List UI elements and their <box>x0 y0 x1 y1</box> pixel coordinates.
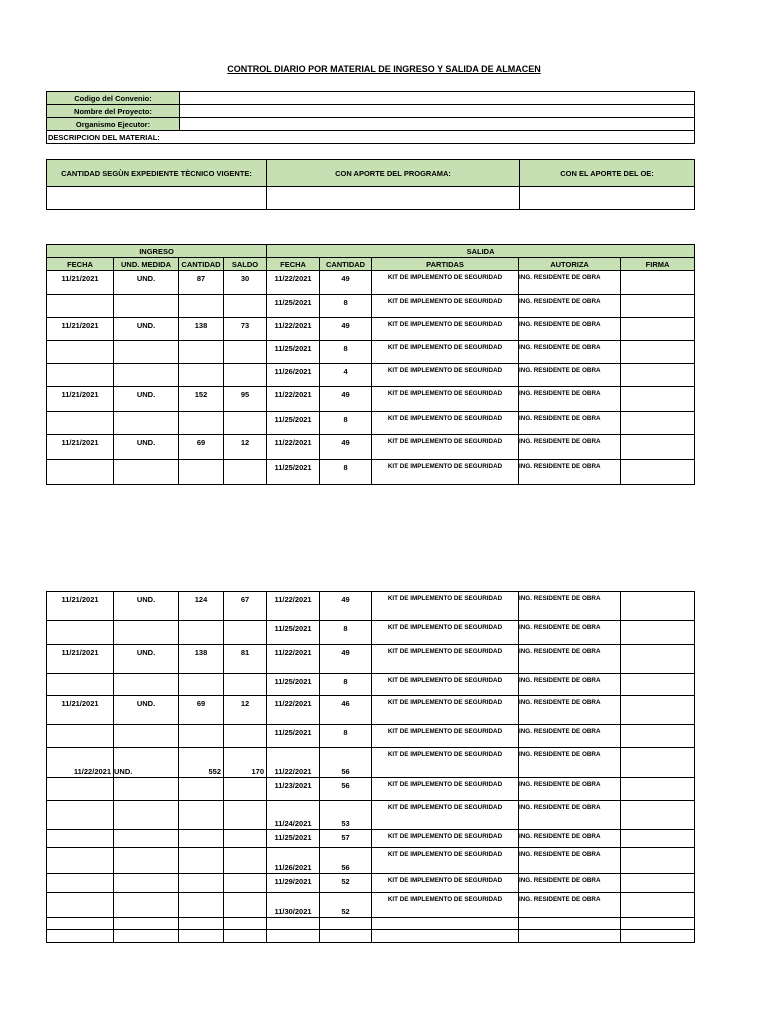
ingreso-cantidad-cell[interactable]: 138 <box>179 645 224 674</box>
salida-cantidad-cell[interactable]: 8 <box>320 460 372 485</box>
salida-fecha-cell[interactable]: 11/29/2021 <box>267 874 320 893</box>
ingreso-und-cell[interactable] <box>114 830 179 848</box>
partida-cell[interactable]: KIT DE IMPLEMENTO DE SEGURIDAD <box>372 674 519 696</box>
table-row <box>47 295 695 318</box>
ingreso-und-cell[interactable]: UND. <box>114 387 179 412</box>
ingreso-cantidad-cell[interactable] <box>179 801 224 830</box>
salida-fecha-cell[interactable]: 11/30/2021 <box>267 893 320 918</box>
ingreso-fecha-cell[interactable] <box>47 674 114 696</box>
autoriza-cell[interactable]: ING. RESIDENTE DE OBRA <box>519 592 621 621</box>
col-autoriza-header: AUTORIZA <box>519 258 621 271</box>
firma-cell[interactable] <box>621 801 695 830</box>
ingreso-cantidad-cell[interactable] <box>179 930 224 943</box>
ingreso-saldo-cell[interactable] <box>224 621 267 645</box>
autoriza-cell[interactable]: ING. RESIDENTE DE OBRA <box>519 874 621 893</box>
ingreso-saldo-cell[interactable] <box>224 893 267 918</box>
table-row <box>47 435 695 460</box>
salida-cantidad-cell[interactable]: 49 <box>320 387 372 412</box>
autoriza-cell[interactable]: ING. RESIDENTE DE OBRA <box>519 460 621 485</box>
salida-cantidad-cell[interactable]: 49 <box>320 435 372 460</box>
ingreso-saldo-cell[interactable] <box>224 778 267 801</box>
ingreso-fecha-cell[interactable]: 11/21/2021 <box>47 592 114 621</box>
partida-cell[interactable]: KIT DE IMPLEMENTO DE SEGURIDAD <box>372 621 519 645</box>
ingreso-fecha-cell[interactable]: 11/21/2021 <box>47 696 114 725</box>
autoriza-cell[interactable]: ING. RESIDENTE DE OBRA <box>519 696 621 725</box>
salida-cantidad-cell[interactable]: 56 <box>320 748 372 778</box>
nombre-proyecto-label: Nombre del Proyecto: <box>47 105 180 118</box>
autoriza-cell[interactable]: ING. RESIDENTE DE OBRA <box>519 364 621 387</box>
ingreso-cantidad-cell[interactable] <box>179 725 224 748</box>
salida-fecha-cell[interactable]: 11/22/2021 <box>267 592 320 621</box>
firma-cell[interactable] <box>621 696 695 725</box>
autoriza-cell[interactable]: ING. RESIDENTE DE OBRA <box>519 435 621 460</box>
ingreso-cantidad-cell[interactable] <box>179 295 224 318</box>
aporte-programa-header: CON APORTE DEL PROGRAMA: <box>267 160 520 187</box>
salida-cantidad-cell[interactable]: 56 <box>320 778 372 801</box>
ingreso-fecha-cell[interactable] <box>47 412 114 435</box>
firma-cell[interactable] <box>621 318 695 341</box>
ingreso-und-cell[interactable]: UND. <box>114 271 179 295</box>
col-und-medida-header: UND. MEDIDA <box>114 258 179 271</box>
salida-fecha-cell[interactable]: 11/25/2021 <box>267 412 320 435</box>
ingreso-fecha-cell[interactable] <box>47 460 114 485</box>
ingreso-fecha-cell[interactable] <box>47 830 114 848</box>
partida-cell[interactable] <box>372 930 519 943</box>
firma-cell[interactable] <box>621 830 695 848</box>
organismo-ejecutor-label: Organismo Ejecutor: <box>47 118 180 131</box>
partida-cell[interactable]: KIT DE IMPLEMENTO DE SEGURIDAD <box>372 748 519 778</box>
table-row <box>47 830 695 848</box>
salida-fecha-cell[interactable]: 11/26/2021 <box>267 848 320 874</box>
ingreso-saldo-cell[interactable] <box>224 848 267 874</box>
ingreso-cantidad-cell[interactable]: 69 <box>179 435 224 460</box>
autoriza-cell[interactable]: ING. RESIDENTE DE OBRA <box>519 778 621 801</box>
ingreso-cantidad-cell[interactable] <box>179 364 224 387</box>
ingreso-cantidad-cell[interactable]: 87 <box>179 271 224 295</box>
salida-cantidad-cell[interactable]: 4 <box>320 364 372 387</box>
ingreso-und-cell[interactable]: UND. <box>114 645 179 674</box>
col-fecha-header: FECHA <box>47 258 114 271</box>
ingreso-cantidad-cell[interactable]: 69 <box>179 696 224 725</box>
ingreso-und-cell[interactable] <box>114 460 179 485</box>
ingreso-fecha-cell[interactable] <box>47 725 114 748</box>
ingreso-fecha-cell[interactable] <box>47 341 114 364</box>
autoriza-cell[interactable] <box>519 930 621 943</box>
ingreso-cantidad-cell[interactable] <box>179 874 224 893</box>
col-firma-header: FIRMA <box>621 258 695 271</box>
ingreso-fecha-cell[interactable]: 11/21/2021 <box>47 318 114 341</box>
ingreso-saldo-cell[interactable]: 81 <box>224 645 267 674</box>
codigo-convenio-label: Codigo del Convenio: <box>47 92 180 105</box>
salida-fecha-cell[interactable]: 11/22/2021 <box>267 318 320 341</box>
salida-fecha-cell[interactable]: 11/25/2021 <box>267 725 320 748</box>
partida-cell[interactable]: KIT DE IMPLEMENTO DE SEGURIDAD <box>372 364 519 387</box>
quantity-table <box>46 159 695 210</box>
firma-cell[interactable] <box>621 748 695 778</box>
table-row <box>47 918 695 930</box>
ingreso-cantidad-cell[interactable]: 152 <box>179 387 224 412</box>
partida-cell[interactable]: KIT DE IMPLEMENTO DE SEGURIDAD <box>372 412 519 435</box>
ingreso-cantidad-cell[interactable] <box>179 848 224 874</box>
table-row <box>47 341 695 364</box>
ingreso-cantidad-cell[interactable]: 124 <box>179 592 224 621</box>
partida-cell[interactable]: KIT DE IMPLEMENTO DE SEGURIDAD <box>372 874 519 893</box>
ingreso-saldo-cell[interactable]: 95 <box>224 387 267 412</box>
col-cantidad-header: CANTIDAD <box>179 258 224 271</box>
firma-cell[interactable] <box>621 874 695 893</box>
ingreso-und-cell[interactable]: UND. <box>114 696 179 725</box>
aporte-oe-header: CON EL APORTE DEL OE: <box>520 160 695 187</box>
firma-cell[interactable] <box>621 364 695 387</box>
salida-fecha-cell[interactable]: 11/23/2021 <box>267 778 320 801</box>
partida-cell[interactable]: KIT DE IMPLEMENTO DE SEGURIDAD <box>372 387 519 412</box>
ingreso-und-cell[interactable] <box>114 930 179 943</box>
ingreso-und-cell[interactable] <box>114 918 179 930</box>
ingreso-und-cell[interactable]: UND. <box>114 435 179 460</box>
autoriza-cell[interactable]: ING. RESIDENTE DE OBRA <box>519 725 621 748</box>
ingreso-cantidad-cell[interactable] <box>179 341 224 364</box>
ingreso-und-cell[interactable] <box>114 801 179 830</box>
movements-table-2 <box>46 591 695 943</box>
ingreso-saldo-cell[interactable] <box>224 801 267 830</box>
ingreso-und-cell[interactable] <box>114 874 179 893</box>
salida-cantidad-cell[interactable] <box>320 918 372 930</box>
partida-cell[interactable]: KIT DE IMPLEMENTO DE SEGURIDAD <box>372 341 519 364</box>
salida-cantidad-cell[interactable]: 8 <box>320 621 372 645</box>
salida-cantidad-cell[interactable]: 8 <box>320 725 372 748</box>
firma-cell[interactable] <box>621 893 695 918</box>
table-row <box>47 748 695 778</box>
salida-fecha-cell[interactable] <box>267 930 320 943</box>
salida-fecha-cell[interactable]: 11/22/2021 <box>267 696 320 725</box>
partida-cell[interactable]: KIT DE IMPLEMENTO DE SEGURIDAD <box>372 295 519 318</box>
ingreso-fecha-cell[interactable]: 11/21/2021 <box>47 271 114 295</box>
salida-cantidad-cell[interactable]: 8 <box>320 412 372 435</box>
salida-cantidad-cell[interactable]: 52 <box>320 874 372 893</box>
table-row <box>47 874 695 893</box>
ingreso-cantidad-cell[interactable] <box>179 621 224 645</box>
salida-cantidad-cell[interactable]: 57 <box>320 830 372 848</box>
ingreso-saldo-cell[interactable] <box>224 364 267 387</box>
partida-cell[interactable]: KIT DE IMPLEMENTO DE SEGURIDAD <box>372 696 519 725</box>
partida-cell[interactable]: KIT DE IMPLEMENTO DE SEGURIDAD <box>372 725 519 748</box>
ingreso-und-cell[interactable] <box>114 778 179 801</box>
salida-cantidad-cell[interactable]: 49 <box>320 592 372 621</box>
col-salida-cantidad-header: CANTIDAD <box>320 258 372 271</box>
ingreso-fecha-cell[interactable] <box>47 778 114 801</box>
project-info-table <box>46 91 695 144</box>
partida-cell[interactable]: KIT DE IMPLEMENTO DE SEGURIDAD <box>372 318 519 341</box>
autoriza-cell[interactable]: ING. RESIDENTE DE OBRA <box>519 412 621 435</box>
nombre-proyecto-field[interactable] <box>180 105 695 118</box>
ingreso-saldo-cell[interactable] <box>224 874 267 893</box>
ingreso-cantidad-cell[interactable] <box>179 460 224 485</box>
salida-cantidad-cell[interactable]: 8 <box>320 295 372 318</box>
salida-cantidad-cell[interactable]: 52 <box>320 893 372 918</box>
partida-cell[interactable]: KIT DE IMPLEMENTO DE SEGURIDAD <box>372 830 519 848</box>
firma-cell[interactable] <box>621 778 695 801</box>
salida-fecha-cell[interactable]: 11/25/2021 <box>267 460 320 485</box>
ingreso-saldo-cell[interactable]: 73 <box>224 318 267 341</box>
autoriza-cell[interactable] <box>519 918 621 930</box>
firma-cell[interactable] <box>621 674 695 696</box>
salida-cantidad-cell[interactable]: 56 <box>320 848 372 874</box>
firma-cell[interactable] <box>621 725 695 748</box>
salida-fecha-cell[interactable]: 11/22/2021 <box>267 271 320 295</box>
ingreso-saldo-cell[interactable] <box>224 674 267 696</box>
organismo-ejecutor-field[interactable] <box>180 118 695 131</box>
ingreso-und-cell[interactable] <box>114 725 179 748</box>
ingreso-fecha-cell[interactable] <box>47 918 114 930</box>
ingreso-saldo-cell[interactable] <box>224 295 267 318</box>
firma-cell[interactable] <box>621 592 695 621</box>
table-row <box>47 696 695 725</box>
ingreso-und-cell[interactable] <box>114 848 179 874</box>
ingreso-und-cell[interactable] <box>114 412 179 435</box>
salida-cantidad-cell[interactable]: 49 <box>320 318 372 341</box>
ingreso-fecha-cell[interactable] <box>47 930 114 943</box>
ingreso-saldo-cell[interactable]: 12 <box>224 696 267 725</box>
salida-fecha-cell[interactable]: 11/25/2021 <box>267 674 320 696</box>
salida-fecha-cell[interactable]: 11/25/2021 <box>267 621 320 645</box>
autoriza-cell[interactable]: ING. RESIDENTE DE OBRA <box>519 830 621 848</box>
autoriza-cell[interactable]: ING. RESIDENTE DE OBRA <box>519 387 621 412</box>
ingreso-fecha-cell[interactable] <box>47 621 114 645</box>
col-salida-fecha-header: FECHA <box>267 258 320 271</box>
partida-cell[interactable]: KIT DE IMPLEMENTO DE SEGURIDAD <box>372 645 519 674</box>
table-row <box>47 592 695 621</box>
ingreso-und-cell[interactable] <box>114 295 179 318</box>
autoriza-cell[interactable]: ING. RESIDENTE DE OBRA <box>519 295 621 318</box>
table-row <box>47 848 695 874</box>
table-row <box>47 412 695 435</box>
salida-cantidad-cell[interactable]: 49 <box>320 645 372 674</box>
ingreso-fecha-cell[interactable] <box>47 893 114 918</box>
aporte-programa-value[interactable] <box>267 187 520 210</box>
ingreso-und-cell[interactable] <box>114 341 179 364</box>
salida-fecha-cell[interactable]: 11/26/2021 <box>267 364 320 387</box>
ingreso-fecha-cell[interactable]: 11/21/2021 <box>47 387 114 412</box>
autoriza-cell[interactable]: ING. RESIDENTE DE OBRA <box>519 621 621 645</box>
table-row <box>47 387 695 412</box>
partida-cell[interactable]: KIT DE IMPLEMENTO DE SEGURIDAD <box>372 778 519 801</box>
partida-cell[interactable]: KIT DE IMPLEMENTO DE SEGURIDAD <box>372 435 519 460</box>
salida-cantidad-cell[interactable]: 49 <box>320 271 372 295</box>
ingreso-fecha-cell[interactable] <box>47 801 114 830</box>
autoriza-cell[interactable]: ING. RESIDENTE DE OBRA <box>519 674 621 696</box>
ingreso-saldo-cell[interactable] <box>224 341 267 364</box>
ingreso-saldo-cell[interactable]: 170 <box>224 748 267 778</box>
ingreso-fecha-cell[interactable] <box>47 848 114 874</box>
ingreso-und-cell[interactable]: UND. <box>114 748 179 778</box>
partida-cell[interactable]: KIT DE IMPLEMENTO DE SEGURIDAD <box>372 592 519 621</box>
salida-fecha-cell[interactable]: 11/25/2021 <box>267 341 320 364</box>
ingreso-cantidad-cell[interactable] <box>179 412 224 435</box>
ingreso-cantidad-cell[interactable] <box>179 918 224 930</box>
ingreso-saldo-cell[interactable]: 67 <box>224 592 267 621</box>
ingreso-saldo-cell[interactable]: 30 <box>224 271 267 295</box>
ingreso-und-cell[interactable]: UND. <box>114 592 179 621</box>
aporte-oe-value[interactable] <box>520 187 695 210</box>
cantidad-expediente-value[interactable] <box>47 187 267 210</box>
autoriza-cell[interactable]: ING. RESIDENTE DE OBRA <box>519 801 621 830</box>
partida-cell[interactable]: KIT DE IMPLEMENTO DE SEGURIDAD <box>372 801 519 830</box>
ingreso-saldo-cell[interactable] <box>224 830 267 848</box>
partida-cell[interactable]: KIT DE IMPLEMENTO DE SEGURIDAD <box>372 271 519 295</box>
ingreso-cantidad-cell[interactable]: 138 <box>179 318 224 341</box>
firma-cell[interactable] <box>621 918 695 930</box>
ingreso-cantidad-cell[interactable] <box>179 830 224 848</box>
ingreso-saldo-cell[interactable] <box>224 918 267 930</box>
salida-fecha-cell[interactable]: 11/22/2021 <box>267 387 320 412</box>
autoriza-cell[interactable]: ING. RESIDENTE DE OBRA <box>519 341 621 364</box>
movements-table-1 <box>46 244 695 485</box>
salida-fecha-cell[interactable]: 11/24/2021 <box>267 801 320 830</box>
salida-cantidad-cell[interactable]: 53 <box>320 801 372 830</box>
ingreso-header: INGRESO <box>47 245 267 258</box>
firma-cell[interactable] <box>621 848 695 874</box>
table-row <box>47 725 695 748</box>
descripcion-material-label: DESCRIPCION DEL MATERIAL: <box>47 131 695 144</box>
table-row <box>47 674 695 696</box>
cantidad-expediente-header: CANTIDAD SEGÙN EXPEDIENTE TÈCNICO VIGENTE: <box>47 160 267 187</box>
firma-cell[interactable] <box>621 295 695 318</box>
table-row <box>47 893 695 918</box>
firma-cell[interactable] <box>621 271 695 295</box>
ingreso-und-cell[interactable] <box>114 621 179 645</box>
partida-cell[interactable]: KIT DE IMPLEMENTO DE SEGURIDAD <box>372 893 519 918</box>
firma-cell[interactable] <box>621 930 695 943</box>
salida-fecha-cell[interactable] <box>267 918 320 930</box>
salida-fecha-cell[interactable]: 11/22/2021 <box>267 435 320 460</box>
ingreso-saldo-cell[interactable] <box>224 460 267 485</box>
ingreso-saldo-cell[interactable] <box>224 725 267 748</box>
ingreso-fecha-cell[interactable] <box>47 874 114 893</box>
table-row <box>47 778 695 801</box>
salida-header: SALIDA <box>267 245 695 258</box>
partida-cell[interactable]: KIT DE IMPLEMENTO DE SEGURIDAD <box>372 848 519 874</box>
table-row <box>47 460 695 485</box>
salida-fecha-cell[interactable]: 11/25/2021 <box>267 295 320 318</box>
salida-cantidad-cell[interactable]: 8 <box>320 674 372 696</box>
ingreso-cantidad-cell[interactable]: 552 <box>179 748 224 778</box>
salida-cantidad-cell[interactable]: 8 <box>320 341 372 364</box>
firma-cell[interactable] <box>621 460 695 485</box>
ingreso-und-cell[interactable] <box>114 893 179 918</box>
partida-cell[interactable] <box>372 918 519 930</box>
autoriza-cell[interactable]: ING. RESIDENTE DE OBRA <box>519 893 621 918</box>
ingreso-und-cell[interactable] <box>114 364 179 387</box>
codigo-convenio-field[interactable] <box>180 92 695 105</box>
ingreso-cantidad-cell[interactable] <box>179 893 224 918</box>
firma-cell[interactable] <box>621 387 695 412</box>
document-title: CONTROL DIARIO POR MATERIAL DE INGRESO Y SALIDA DE ALMACEN <box>227 64 541 74</box>
ingreso-saldo-cell[interactable] <box>224 412 267 435</box>
ingreso-fecha-cell[interactable]: 11/21/2021 <box>47 435 114 460</box>
col-partidas-header: PARTIDAS <box>372 258 519 271</box>
ingreso-fecha-cell[interactable]: 11/22/2021 <box>47 748 114 778</box>
ingreso-cantidad-cell[interactable] <box>179 778 224 801</box>
autoriza-cell[interactable]: ING. RESIDENTE DE OBRA <box>519 748 621 778</box>
table-row <box>47 318 695 341</box>
firma-cell[interactable] <box>621 645 695 674</box>
firma-cell[interactable] <box>621 412 695 435</box>
firma-cell[interactable] <box>621 621 695 645</box>
table-row <box>47 801 695 830</box>
ingreso-cantidad-cell[interactable] <box>179 674 224 696</box>
firma-cell[interactable] <box>621 341 695 364</box>
ingreso-fecha-cell[interactable]: 11/21/2021 <box>47 645 114 674</box>
autoriza-cell[interactable]: ING. RESIDENTE DE OBRA <box>519 645 621 674</box>
salida-cantidad-cell[interactable]: 46 <box>320 696 372 725</box>
autoriza-cell[interactable]: ING. RESIDENTE DE OBRA <box>519 318 621 341</box>
firma-cell[interactable] <box>621 435 695 460</box>
ingreso-fecha-cell[interactable] <box>47 295 114 318</box>
ingreso-fecha-cell[interactable] <box>47 364 114 387</box>
salida-fecha-cell[interactable]: 11/25/2021 <box>267 830 320 848</box>
table-row <box>47 645 695 674</box>
ingreso-und-cell[interactable] <box>114 674 179 696</box>
ingreso-und-cell[interactable]: UND. <box>114 318 179 341</box>
table-row <box>47 930 695 943</box>
autoriza-cell[interactable]: ING. RESIDENTE DE OBRA <box>519 271 621 295</box>
autoriza-cell[interactable]: ING. RESIDENTE DE OBRA <box>519 848 621 874</box>
table-row <box>47 621 695 645</box>
salida-cantidad-cell[interactable] <box>320 930 372 943</box>
partida-cell[interactable]: KIT DE IMPLEMENTO DE SEGURIDAD <box>372 460 519 485</box>
table-row <box>47 271 695 295</box>
col-saldo-header: SALDO <box>224 258 267 271</box>
table-row <box>47 364 695 387</box>
salida-fecha-cell[interactable]: 11/22/2021 <box>267 748 320 778</box>
ingreso-saldo-cell[interactable] <box>224 930 267 943</box>
ingreso-saldo-cell[interactable]: 12 <box>224 435 267 460</box>
salida-fecha-cell[interactable]: 11/22/2021 <box>267 645 320 674</box>
